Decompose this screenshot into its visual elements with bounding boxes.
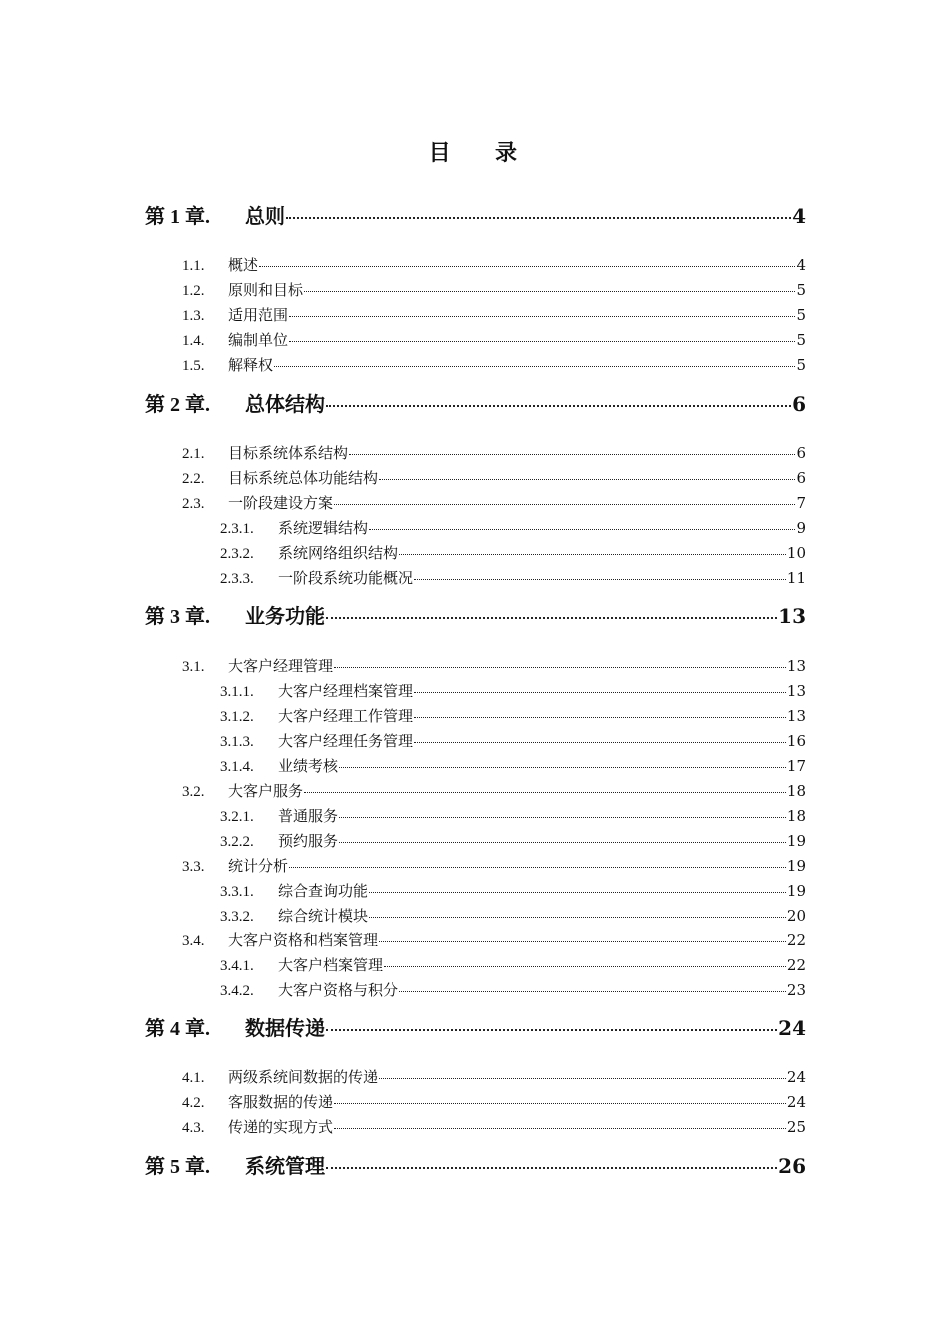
toc-entry-label: 一阶段系统功能概况 — [278, 569, 414, 587]
toc-section-entry[interactable] — [182, 492, 806, 514]
toc-entry-label: 大客户经理档案管理 — [278, 682, 414, 700]
toc-entry-page-number: 19 — [786, 882, 806, 900]
toc-entry-page-number: 13 — [786, 657, 806, 675]
toc-section-entry[interactable] — [182, 655, 806, 677]
toc-section-entry[interactable] — [220, 680, 806, 702]
toc-entry-page-number: 24 — [786, 1068, 806, 1086]
toc-entry-page-number: 13 — [786, 707, 806, 725]
toc-entry-label: 普通服务 — [278, 807, 339, 825]
toc-chapter-entry[interactable] — [145, 388, 806, 416]
toc-entry-number: 2.1. — [182, 446, 205, 462]
toc-entry-number: 1.1. — [182, 258, 205, 274]
toc-entry-number: 2.3.3. — [220, 571, 254, 587]
toc-leader-dots — [399, 554, 786, 555]
toc-entry-number: 3.2.1. — [220, 809, 254, 825]
toc-section-entry[interactable] — [182, 467, 806, 489]
toc-leader-dots — [326, 617, 777, 619]
toc-chapter-entry[interactable] — [145, 1150, 806, 1178]
toc-entry-number: 3.1.3. — [220, 734, 254, 750]
toc-entry-label: 业绩考核 — [278, 757, 339, 775]
toc-leader-dots — [334, 667, 786, 668]
toc-entry-label: 目标系统总体功能结构 — [228, 469, 379, 487]
toc-entry-page-number: 18 — [786, 782, 806, 800]
toc-section-entry[interactable] — [220, 705, 806, 727]
toc-entry-page-number: 19 — [786, 832, 806, 850]
toc-entry-page-number: 24 — [786, 1093, 806, 1111]
toc-entry-number: 3.1. — [182, 659, 205, 675]
toc-section-entry[interactable] — [182, 329, 806, 351]
toc-entry-page-number: 7 — [796, 494, 806, 512]
toc-section-entry[interactable] — [182, 855, 806, 877]
toc-entry-label: 大客户档案管理 — [278, 956, 384, 974]
toc-section-entry[interactable] — [220, 755, 806, 777]
toc-entry-page-number: 4 — [792, 204, 806, 228]
toc-entry-number: 1.5. — [182, 358, 205, 374]
toc-entry-page-number: 25 — [786, 1118, 806, 1136]
toc-section-entry[interactable] — [182, 780, 806, 802]
toc-entry-label: 传递的实现方式 — [228, 1118, 334, 1136]
toc-entry-page-number: 6 — [796, 444, 806, 462]
toc-section-entry[interactable] — [220, 979, 806, 1001]
toc-leader-dots — [289, 316, 795, 317]
toc-section-entry[interactable] — [220, 517, 806, 539]
toc-entry-label: 系统网络组织结构 — [278, 544, 399, 562]
toc-leader-dots — [414, 742, 786, 743]
toc-entry-page-number: 19 — [786, 857, 806, 875]
toc-leader-dots — [339, 817, 786, 818]
toc-entry-page-number: 13 — [786, 682, 806, 700]
toc-entry-number: 1.4. — [182, 333, 205, 349]
toc-leader-dots — [379, 941, 786, 942]
toc-leader-dots — [334, 1128, 786, 1129]
toc-leader-dots — [259, 266, 795, 267]
toc-entry-label: 两级系统间数据的传递 — [228, 1068, 379, 1086]
toc-entry-page-number: 22 — [786, 956, 806, 974]
toc-section-entry[interactable] — [220, 830, 806, 852]
toc-entry-label: 大客户经理管理 — [228, 657, 334, 675]
toc-section-entry[interactable] — [182, 354, 806, 376]
toc-entry-label: 总体结构 — [245, 392, 325, 416]
toc-entry-page-number: 26 — [778, 1154, 806, 1178]
toc-chapter-entry[interactable] — [145, 600, 806, 628]
toc-leader-dots — [384, 966, 786, 967]
toc-entry-number: 3.3.1. — [220, 884, 254, 900]
toc-section-entry[interactable] — [220, 567, 806, 589]
toc-leader-dots — [289, 867, 786, 868]
toc-section-entry[interactable] — [220, 880, 806, 902]
toc-leader-dots — [326, 1029, 777, 1031]
toc-entry-page-number: 23 — [786, 981, 806, 999]
toc-leader-dots — [349, 454, 795, 455]
toc-section-entry[interactable] — [220, 542, 806, 564]
toc-leader-dots — [286, 217, 791, 219]
toc-entry-number: 3.1.1. — [220, 684, 254, 700]
toc-title-left: 目 — [428, 141, 455, 166]
toc-entry-number: 3.1.4. — [220, 759, 254, 775]
toc-leader-dots — [414, 717, 786, 718]
toc-entry-number: 第 3 章. — [145, 606, 210, 628]
toc-entry-label: 解释权 — [228, 356, 274, 374]
toc-leader-dots — [369, 892, 786, 893]
toc-entry-page-number: 5 — [796, 281, 806, 299]
toc-leader-dots — [414, 692, 786, 693]
toc-section-entry[interactable] — [182, 254, 806, 276]
toc-entry-number: 3.3. — [182, 859, 205, 875]
toc-leader-dots — [304, 291, 795, 292]
toc-entry-label: 综合统计模块 — [278, 907, 369, 925]
toc-entry-page-number: 6 — [792, 392, 806, 416]
toc-entry-label: 业务功能 — [245, 604, 325, 628]
toc-entry-number: 1.2. — [182, 283, 205, 299]
toc-entry-label: 原则和目标 — [228, 281, 304, 299]
toc-entry-label: 一阶段建设方案 — [228, 494, 334, 512]
toc-leader-dots — [304, 792, 786, 793]
toc-section-entry[interactable] — [182, 1066, 806, 1088]
toc-section-entry[interactable] — [220, 730, 806, 752]
toc-entry-number: 3.1.2. — [220, 709, 254, 725]
toc-leader-dots — [379, 1078, 786, 1079]
toc-entry-label: 数据传递 — [245, 1016, 325, 1040]
toc-entry-label: 大客户经理工作管理 — [278, 707, 414, 725]
toc-entry-page-number: 4 — [796, 256, 806, 274]
toc-entry-page-number: 11 — [786, 569, 806, 587]
toc-entry-page-number: 24 — [778, 1016, 806, 1040]
toc-entry-page-number: 5 — [796, 356, 806, 374]
toc-entry-number: 3.2. — [182, 784, 205, 800]
toc-section-entry[interactable] — [182, 442, 806, 464]
toc-entry-label: 系统逻辑结构 — [278, 519, 369, 537]
toc-entry-number: 第 4 章. — [145, 1018, 210, 1040]
toc-entry-number: 第 1 章. — [145, 206, 210, 228]
toc-entry-page-number: 6 — [796, 469, 806, 487]
toc-entry-page-number: 9 — [796, 519, 806, 537]
toc-entry-page-number: 5 — [796, 306, 806, 324]
toc-leader-dots — [399, 991, 786, 992]
toc-leader-dots — [326, 1167, 777, 1169]
toc-entry-page-number: 5 — [796, 331, 806, 349]
toc-entry-label: 概述 — [228, 256, 259, 274]
toc-section-entry[interactable] — [182, 279, 806, 301]
toc-leader-dots — [274, 366, 795, 367]
toc-entry-label: 大客户资格和档案管理 — [228, 931, 379, 949]
toc-entry-number: 3.4.2. — [220, 983, 254, 999]
toc-leader-dots — [339, 767, 786, 768]
toc-entry-label: 客服数据的传递 — [228, 1093, 334, 1111]
toc-chapter-entry[interactable] — [145, 1012, 806, 1040]
toc-entry-number: 3.4. — [182, 933, 205, 949]
toc-section-entry[interactable] — [182, 304, 806, 326]
toc-section-entry[interactable] — [182, 1091, 806, 1113]
toc-entry-label: 预约服务 — [278, 832, 339, 850]
toc-leader-dots — [369, 917, 786, 918]
toc-leader-dots — [334, 504, 795, 505]
toc-title — [0, 136, 950, 167]
toc-entry-number: 4.3. — [182, 1120, 205, 1136]
toc-entry-number: 3.2.2. — [220, 834, 254, 850]
toc-leader-dots — [414, 579, 786, 580]
toc-entry-label: 大客户服务 — [228, 782, 304, 800]
toc-section-entry[interactable] — [182, 1116, 806, 1138]
toc-leader-dots — [334, 1103, 786, 1104]
toc-entry-number: 2.3.2. — [220, 546, 254, 562]
toc-leader-dots — [379, 479, 795, 480]
toc-entry-page-number: 16 — [786, 732, 806, 750]
toc-entry-label: 编制单位 — [228, 331, 289, 349]
toc-entry-number: 2.2. — [182, 471, 205, 487]
toc-entry-number: 2.3.1. — [220, 521, 254, 537]
toc-section-entry[interactable] — [220, 954, 806, 976]
toc-entry-page-number: 20 — [786, 907, 806, 925]
toc-entry-number: 第 2 章. — [145, 394, 210, 416]
toc-leader-dots — [369, 529, 795, 530]
toc-leader-dots — [339, 842, 786, 843]
toc-entry-number: 第 5 章. — [145, 1156, 210, 1178]
toc-entry-page-number: 17 — [786, 757, 806, 775]
toc-entry-page-number: 13 — [778, 604, 806, 628]
toc-section-entry[interactable] — [220, 805, 806, 827]
toc-entry-number: 2.3. — [182, 496, 205, 512]
toc-entry-label: 系统管理 — [245, 1154, 325, 1178]
toc-entry-label: 大客户资格与积分 — [278, 981, 399, 999]
toc-section-entry[interactable] — [220, 905, 806, 927]
toc-entry-number: 3.4.1. — [220, 958, 254, 974]
toc-entry-label: 适用范围 — [228, 306, 289, 324]
toc-entry-label: 统计分析 — [228, 857, 289, 875]
toc-entry-number: 3.3.2. — [220, 909, 254, 925]
toc-entry-page-number: 10 — [786, 544, 806, 562]
toc-chapter-entry[interactable] — [145, 200, 806, 228]
toc-title-right: 录 — [495, 141, 522, 166]
toc-entry-label: 综合查询功能 — [278, 882, 369, 900]
toc-entry-number: 1.3. — [182, 308, 205, 324]
toc-entry-label: 大客户经理任务管理 — [278, 732, 414, 750]
toc-section-entry[interactable] — [182, 929, 806, 951]
toc-leader-dots — [326, 405, 791, 407]
toc-entry-page-number: 18 — [786, 807, 806, 825]
toc-leader-dots — [289, 341, 795, 342]
toc-entry-number: 4.2. — [182, 1095, 205, 1111]
toc-entry-number: 4.1. — [182, 1070, 205, 1086]
toc-entry-label: 总则 — [245, 204, 285, 228]
toc-entry-page-number: 22 — [786, 931, 806, 949]
toc-entry-label: 目标系统体系结构 — [228, 444, 349, 462]
